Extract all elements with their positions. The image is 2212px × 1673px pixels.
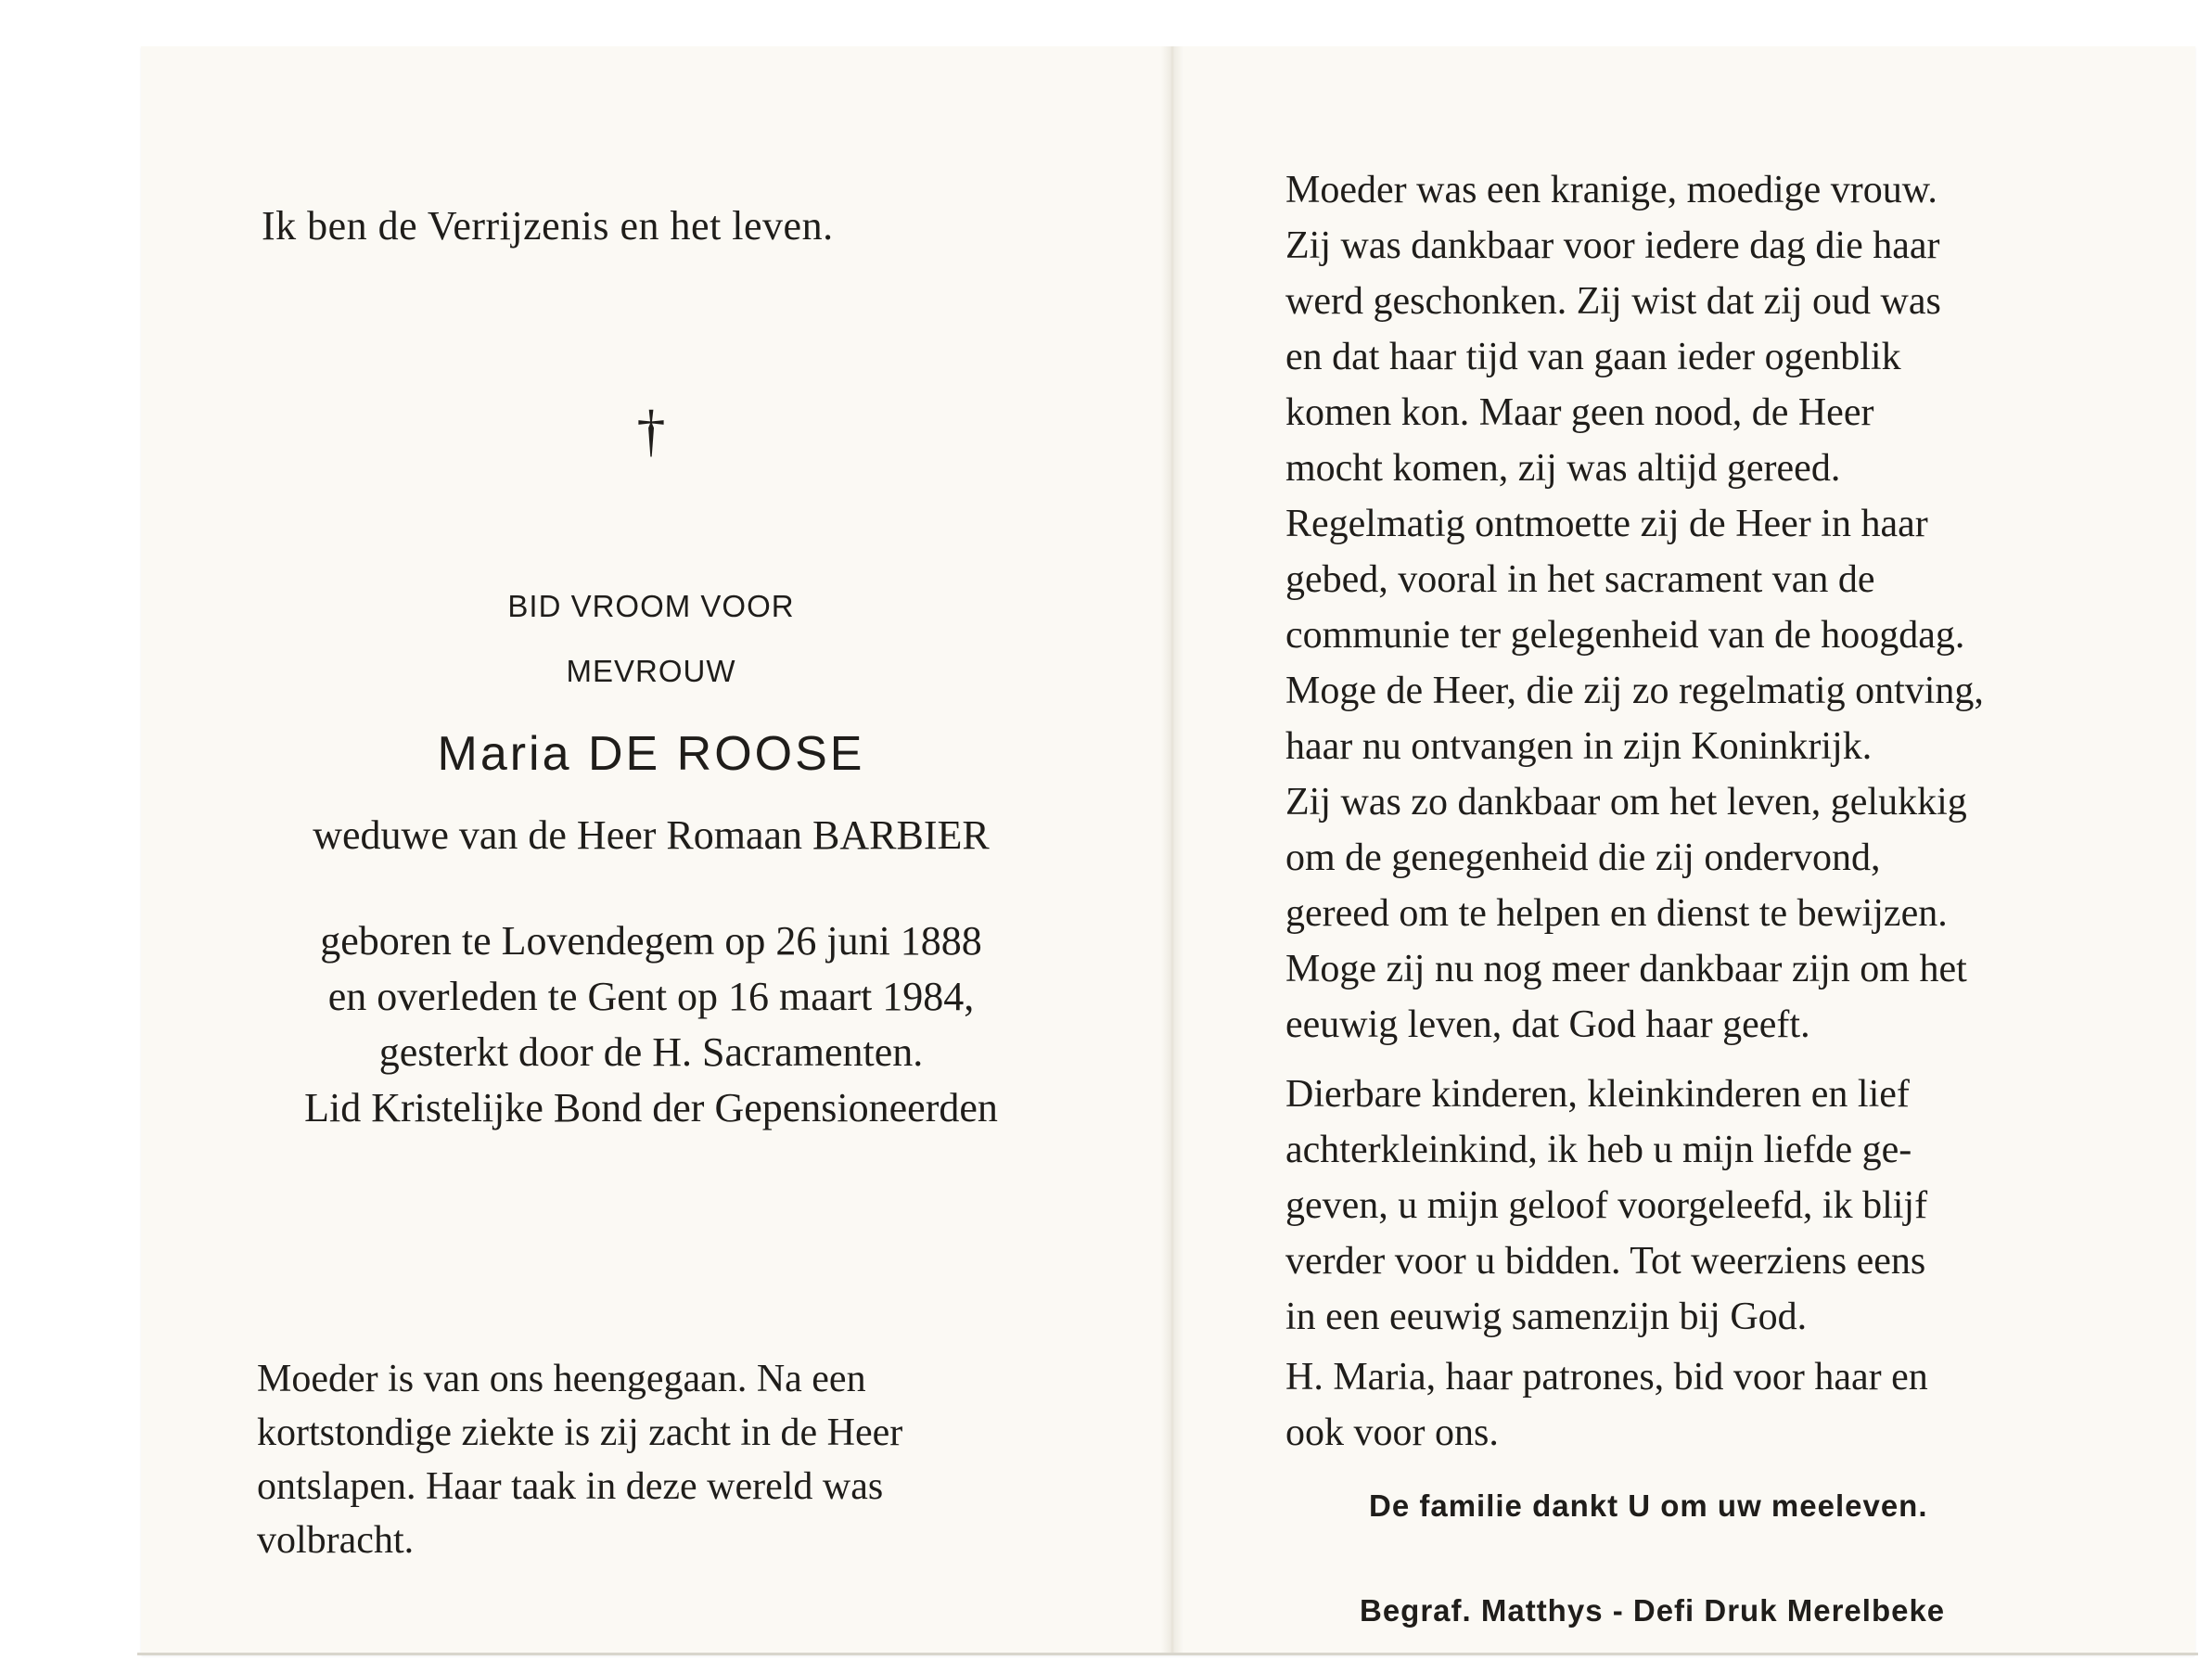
motto: Ik ben de Verrijzenis en het leven.	[262, 203, 834, 249]
right-panel	[1183, 46, 2194, 1655]
text-line: haar nu ontvangen in zijn Koninkrijk.	[1285, 725, 1873, 768]
text-line: geven, u mijn geloof voorgeleefd, ik blijf	[1285, 1184, 1928, 1227]
text-line: kortstondige ziekte is zij zacht in de Heer	[257, 1411, 903, 1454]
life-details	[141, 913, 1161, 1136]
right-paragraph-3	[1285, 1349, 2120, 1461]
detail-line: Lid Kristelijke Bond der Gepensioneerden	[304, 1085, 998, 1130]
widow-line: weduwe van de Heer Romaan BARBIER	[313, 812, 990, 858]
text-line: mocht komen, zij was altijd gereed.	[1285, 447, 1841, 490]
text-line: verder voor u bidden. Tot weerziens eens	[1285, 1240, 1926, 1283]
card-fold	[1161, 46, 1183, 1655]
text-line: Moeder is van ons heengegaan. Na een	[257, 1358, 866, 1400]
cross-icon: †	[636, 400, 666, 463]
text-line: komen kon. Maar geen nood, de Heer	[1285, 391, 1874, 434]
text-line: ook voor ons.	[1285, 1411, 1499, 1454]
text-line: communie ter gelegenheid van de hoogdag.	[1285, 614, 1965, 657]
family-thanks: De familie dankt U om uw meeleven.	[1369, 1488, 1928, 1523]
deceased-name: Maria DE ROOSE	[437, 727, 865, 781]
detail-line: en overleden te Gent op 16 maart 1984,	[327, 974, 975, 1019]
text-line: Moge zij nu nog meer dankbaar zijn om het	[1285, 948, 1967, 990]
bid-vroom-heading: BID VROOM VOOR	[507, 589, 795, 623]
text-line: gereed om te helpen en dienst te bewijzen.	[1285, 892, 1948, 935]
text-line: Regelmatig ontmoette zij de Heer in haar	[1285, 503, 1928, 545]
left-panel	[141, 46, 1161, 1655]
text-line: in een eeuwig samenzijn bij God.	[1285, 1296, 1808, 1338]
text-line: werd geschonken. Zij wist dat zij oud was	[1285, 280, 1941, 323]
text-line: Moeder was een kranige, moedige vrouw.	[1285, 169, 1937, 211]
right-paragraph-2	[1285, 1066, 2120, 1345]
detail-line: geboren te Lovendegem op 26 juni 1888	[320, 918, 982, 964]
left-paragraph	[257, 1352, 1110, 1567]
text-line: ontslapen. Haar taak in deze wereld was	[257, 1465, 884, 1508]
text-line: om de genegenheid die zij ondervond,	[1285, 836, 1881, 879]
text-line: volbracht.	[257, 1519, 415, 1562]
right-paragraph-1	[1285, 162, 2120, 1053]
text-line: achterkleinkind, ik heb u mijn liefde ge-	[1285, 1129, 1912, 1171]
text-line: Zij was dankbaar voor iedere dag die haar	[1285, 224, 1940, 267]
text-line: Zij was zo dankbaar om het leven, gelukkig	[1285, 781, 1967, 824]
printer-credit: Begraf. Matthys - Defi Druk Merelbeke	[1360, 1593, 1946, 1628]
text-line: gebed, vooral in het sacrament van de	[1285, 558, 1875, 601]
title-mevrouw: MEVROUW	[566, 654, 736, 688]
text-line: Dierbare kinderen, kleinkinderen en lief	[1285, 1073, 1910, 1116]
text-line: H. Maria, haar patrones, bid voor haar en	[1285, 1356, 1928, 1398]
text-line: eeuwig leven, dat God haar geeft.	[1285, 1003, 1810, 1046]
detail-line: gesterkt door de H. Sacramenten.	[378, 1029, 924, 1075]
text-line: en dat haar tijd van gaan ieder ogenblik	[1285, 336, 1901, 378]
text-line: Moge de Heer, die zij zo regelmatig ontving,	[1285, 670, 1984, 712]
